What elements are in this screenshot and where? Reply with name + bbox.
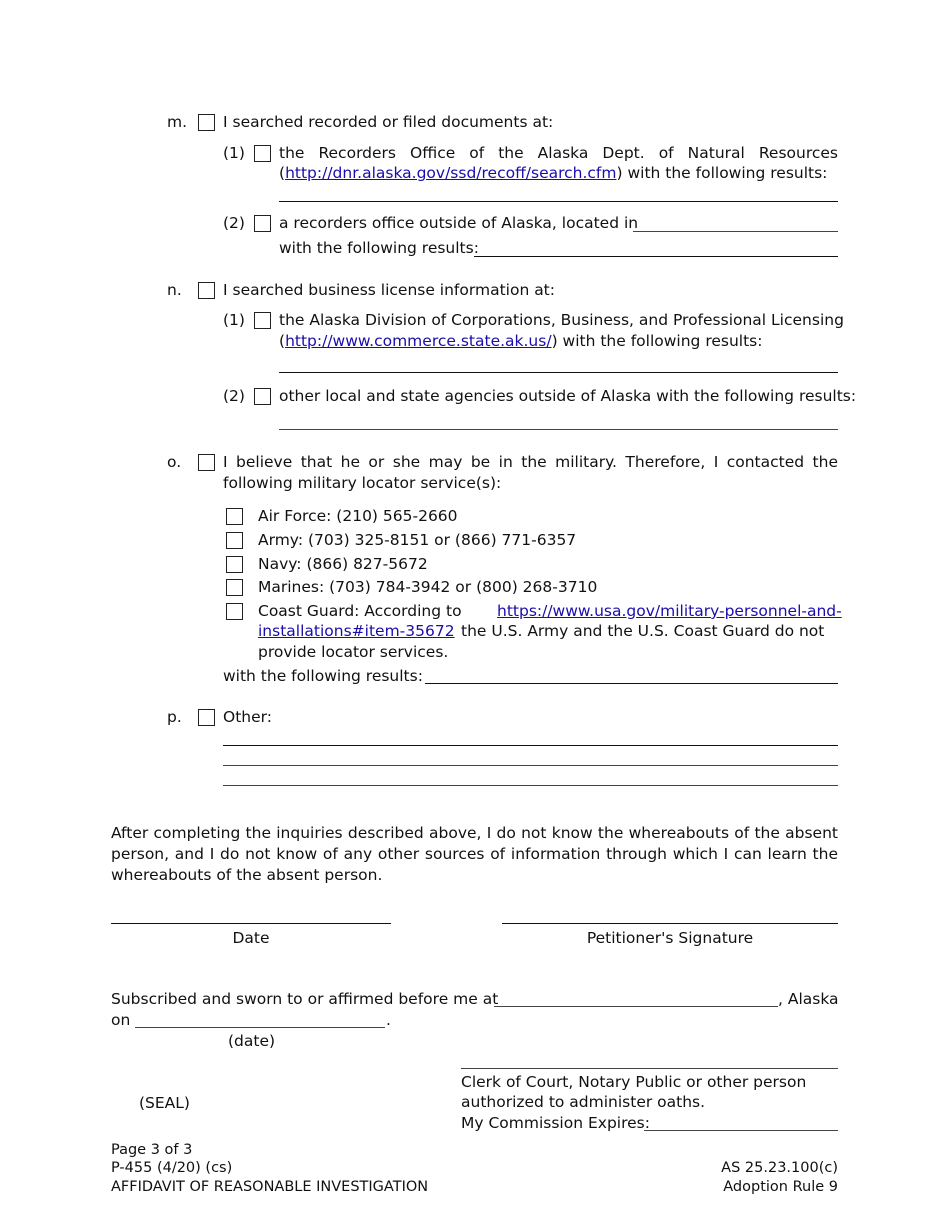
n-item1-line1: the Alaska Division of Corporations, Business, and Professional Licensing [279,311,844,329]
sworn-date-line[interactable] [135,1027,385,1028]
marines-label: Marines: (703) 784-3942 or (800) 268-3710 [258,578,598,596]
section-m-checkbox[interactable] [198,114,215,131]
footer-title: AFFIDAVIT OF REASONABLE INVESTIGATION [111,1179,429,1195]
sworn-location-line[interactable] [494,1006,778,1007]
section-o-checkbox[interactable] [198,454,215,471]
m-item2-location-line[interactable] [633,231,838,232]
section-p-letter: p. [167,708,182,726]
n-item2-results-line[interactable] [279,429,838,430]
n-item1-line2 [279,331,762,351]
navy-label: Navy: (866) 827-5672 [258,555,428,573]
closing-line-3: whereabouts of the absent person. [111,866,383,884]
footer-rule: Adoption Rule 9 [723,1179,838,1195]
m-item2-checkbox[interactable] [254,215,271,232]
army-checkbox[interactable] [226,532,243,549]
m-item2-line1: a recorders office outside of Alaska, located in [279,214,639,232]
section-m-letter: m. [167,113,188,131]
sworn-on: on [111,1011,131,1029]
usa-gov-link-text2[interactable]: installations#item-35672 [258,622,455,640]
m-item1-line1: the Recorders Office of the Alaska Dept. of Natural Resources [279,144,838,162]
n-item2-number: (2) [223,387,245,405]
n-item1-rest: ) with the following results: [551,332,763,350]
closing-line-2: person, and I do not know of any other sources of information through which I can learn the [111,845,838,863]
navy-checkbox[interactable] [226,556,243,573]
sworn-alaska: , Alaska [778,990,839,1008]
m-item1-results-line[interactable] [279,201,838,202]
section-o-line1: I believe that he or she may be in the military. Therefore, I contacted the [223,453,838,471]
petitioner-signature-label: Petitioner's Signature [586,929,754,947]
section-p-checkbox[interactable] [198,709,215,726]
date-label: Date [232,929,270,947]
section-o-letter: o. [167,453,182,471]
section-m-text: I searched recorded or filed documents at: [223,113,554,131]
n-item1-results-line[interactable] [279,372,838,373]
closing-statement [111,823,838,886]
date-signature-line[interactable] [111,923,391,924]
usa-gov-link-part2[interactable] [258,621,455,641]
footer-form: P-455 (4/20) (cs) [111,1160,233,1176]
section-n-checkbox[interactable] [198,282,215,299]
n-item1-checkbox[interactable] [254,312,271,329]
section-n-text: I searched business license information at: [223,281,555,299]
m-item2-line2: with the following results: [279,239,479,257]
military-results-label: with the following results: [223,667,423,685]
air-force-checkbox[interactable] [226,508,243,525]
footer-page: Page 3 of 3 [111,1142,193,1158]
military-results-line[interactable] [425,683,838,684]
usa-gov-link-part1[interactable] [497,601,842,621]
coast-guard-after-link: the U.S. Army and the U.S. Coast Guard do not [461,622,825,640]
coast-guard-checkbox[interactable] [226,603,243,620]
section-n-letter: n. [167,281,182,299]
n-item1-paren: ( [279,332,286,350]
other-line-3[interactable] [223,785,838,786]
sworn-period: . [386,1011,391,1029]
commission-line[interactable] [644,1130,838,1131]
n-item1-number: (1) [223,311,245,329]
clerk-line-1: Clerk of Court, Notary Public or other person [461,1073,807,1091]
marines-checkbox[interactable] [226,579,243,596]
n-item2-checkbox[interactable] [254,388,271,405]
recorders-office-link[interactable]: http://dnr.alaska.gov/ssd/recoff/search.cfm [285,164,617,182]
clerk-signature-line[interactable] [461,1068,838,1069]
m-item1-checkbox[interactable] [254,145,271,162]
seal-label: (SEAL) [139,1094,190,1112]
coast-guard-prefix: Coast Guard: According to [258,602,462,620]
other-line-1[interactable] [223,745,838,746]
m-item1-rest: ) with the following results: [616,164,828,182]
coast-guard-line3: provide locator services. [258,643,449,661]
m-item2-results-line[interactable] [474,256,838,257]
section-o-line2: following military locator service(s): [223,474,502,492]
section-p-text: Other: [223,708,272,726]
other-line-2[interactable] [223,765,838,766]
air-force-label: Air Force: (210) 565-2660 [258,507,458,525]
commission-label: My Commission Expires: [461,1114,650,1132]
clerk-line-2: authorized to administer oaths. [461,1093,706,1111]
closing-line-1: After completing the inquiries described above, I do not know the whereabouts of the absent [111,824,838,842]
date-caption: (date) [228,1032,276,1050]
m-item1-paren: ( [279,164,286,182]
footer-statute: AS 25.23.100(c) [721,1160,838,1176]
sworn-text: Subscribed and sworn to or affirmed before me at [111,990,499,1008]
m-item2-number: (2) [223,214,245,232]
n-item2-line1: other local and state agencies outside of Alaska with the following results: [279,387,857,405]
m-item1-number: (1) [223,144,245,162]
petitioner-signature-line[interactable] [502,923,838,924]
army-label: Army: (703) 325-8151 or (866) 771-6357 [258,531,577,549]
usa-gov-link-text1[interactable]: https://www.usa.gov/military-personnel-and- [497,602,842,620]
m-item1-line2 [279,163,827,183]
commerce-link[interactable]: http://www.commerce.state.ak.us/ [285,332,552,350]
